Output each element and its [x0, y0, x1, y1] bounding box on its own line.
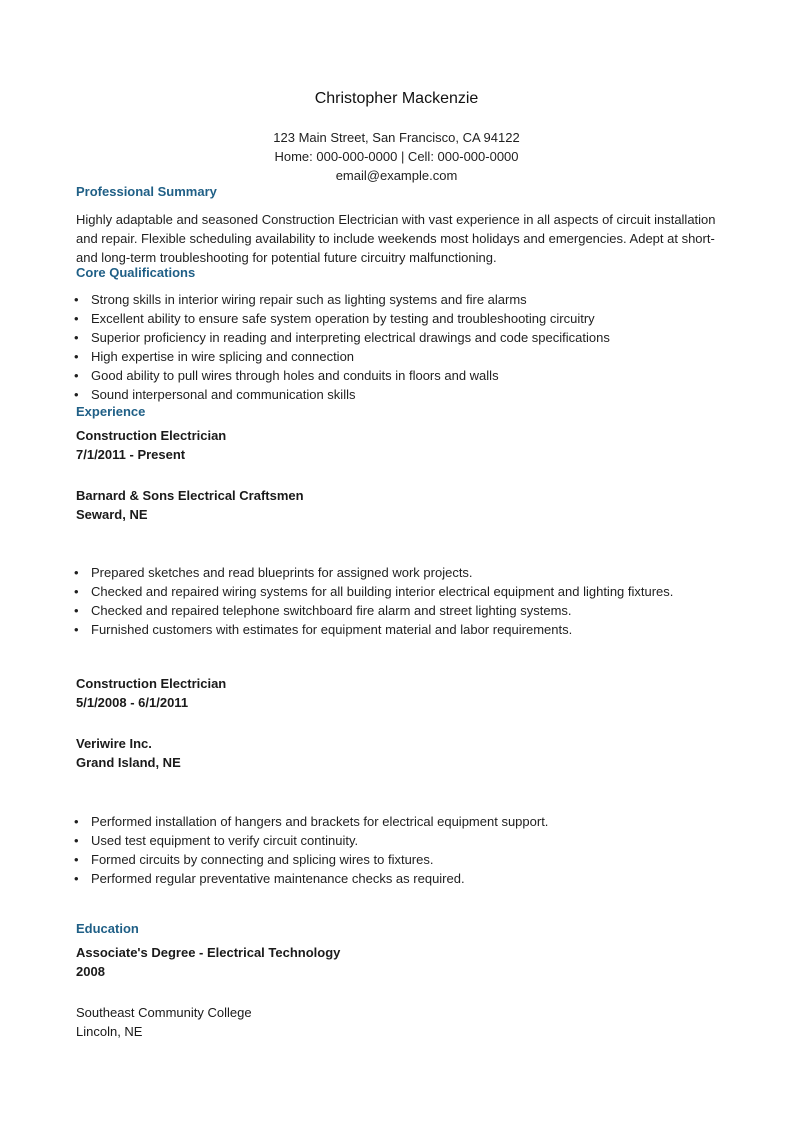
job-duties-list — [76, 563, 736, 639]
education-year: 2008 — [76, 964, 105, 979]
professional-summary-text: Highly adaptable and seasoned Construction Electrician with vast experience in all aspects of circuit installation and repair. Flexible scheduling availability to include weekends most holidays and emergencies. Adept at short- and long-term troubleshooting for potential future circuitry malfunctioning. — [76, 212, 716, 265]
job-company: Veriwire Inc. — [76, 736, 152, 751]
section-title-education: Education — [76, 921, 139, 936]
list-item: • Sound interpersonal and communication skills — [76, 385, 736, 404]
email: email@example.com — [335, 168, 458, 183]
list-item: • Furnished customers with estimates for equipment material and labor requirements. — [76, 620, 736, 639]
list-item: • Superior proficiency in reading and interpreting electrical drawings and code specifications — [76, 328, 736, 347]
phone-numbers: Home: 000-000-0000 | Cell: 000-000-0000 — [274, 149, 519, 164]
list-item: • Performed installation of hangers and brackets for electrical equipment support. — [76, 812, 736, 831]
list-item: • High expertise in wire splicing and connection — [76, 347, 736, 366]
education-location: Lincoln, NE — [76, 1024, 143, 1039]
job-dates: 7/1/2011 - Present — [76, 447, 186, 462]
education-degree: Associate's Degree - Electrical Technology — [76, 945, 341, 960]
list-item: • Performed regular preventative maintenance checks as required. — [76, 869, 736, 888]
list-item: • Prepared sketches and read blueprints for assigned work projects. — [76, 563, 736, 582]
list-item: • Used test equipment to verify circuit continuity. — [76, 831, 736, 850]
job-duties-list — [76, 812, 736, 888]
job-role: Construction Electrician — [76, 428, 227, 443]
section-title-core-qualifications: Core Qualifications — [76, 265, 196, 280]
candidate-name: Christopher Mackenzie — [314, 90, 479, 107]
job-role: Construction Electrician — [76, 676, 227, 691]
job-company: Barnard & Sons Electrical Craftsmen — [76, 488, 304, 503]
qualifications-list — [76, 290, 736, 404]
list-item: • Good ability to pull wires through holes and conduits in floors and walls — [76, 366, 736, 385]
list-item: • Formed circuits by connecting and splicing wires to fixtures. — [76, 850, 736, 869]
list-item: • Strong skills in interior wiring repair such as lighting systems and fire alarms — [76, 290, 736, 309]
job-location: Grand Island, NE — [76, 755, 181, 770]
address: 123 Main Street, San Francisco, CA 94122 — [273, 130, 520, 145]
list-item: • Checked and repaired telephone switchboard fire alarm and street lighting systems. — [76, 601, 736, 620]
list-item: • Excellent ability to ensure safe system operation by testing and troubleshooting circuitry — [76, 309, 736, 328]
section-title-professional-summary: Professional Summary — [76, 184, 217, 199]
section-title-experience: Experience — [76, 404, 146, 419]
job-dates: 5/1/2008 - 6/1/2011 — [76, 695, 189, 710]
education-school: Southeast Community College — [76, 1005, 252, 1020]
list-item: • Checked and repaired wiring systems for all building interior electrical equipment and lighting fixtures. — [76, 582, 736, 601]
job-location: Seward, NE — [76, 507, 148, 522]
